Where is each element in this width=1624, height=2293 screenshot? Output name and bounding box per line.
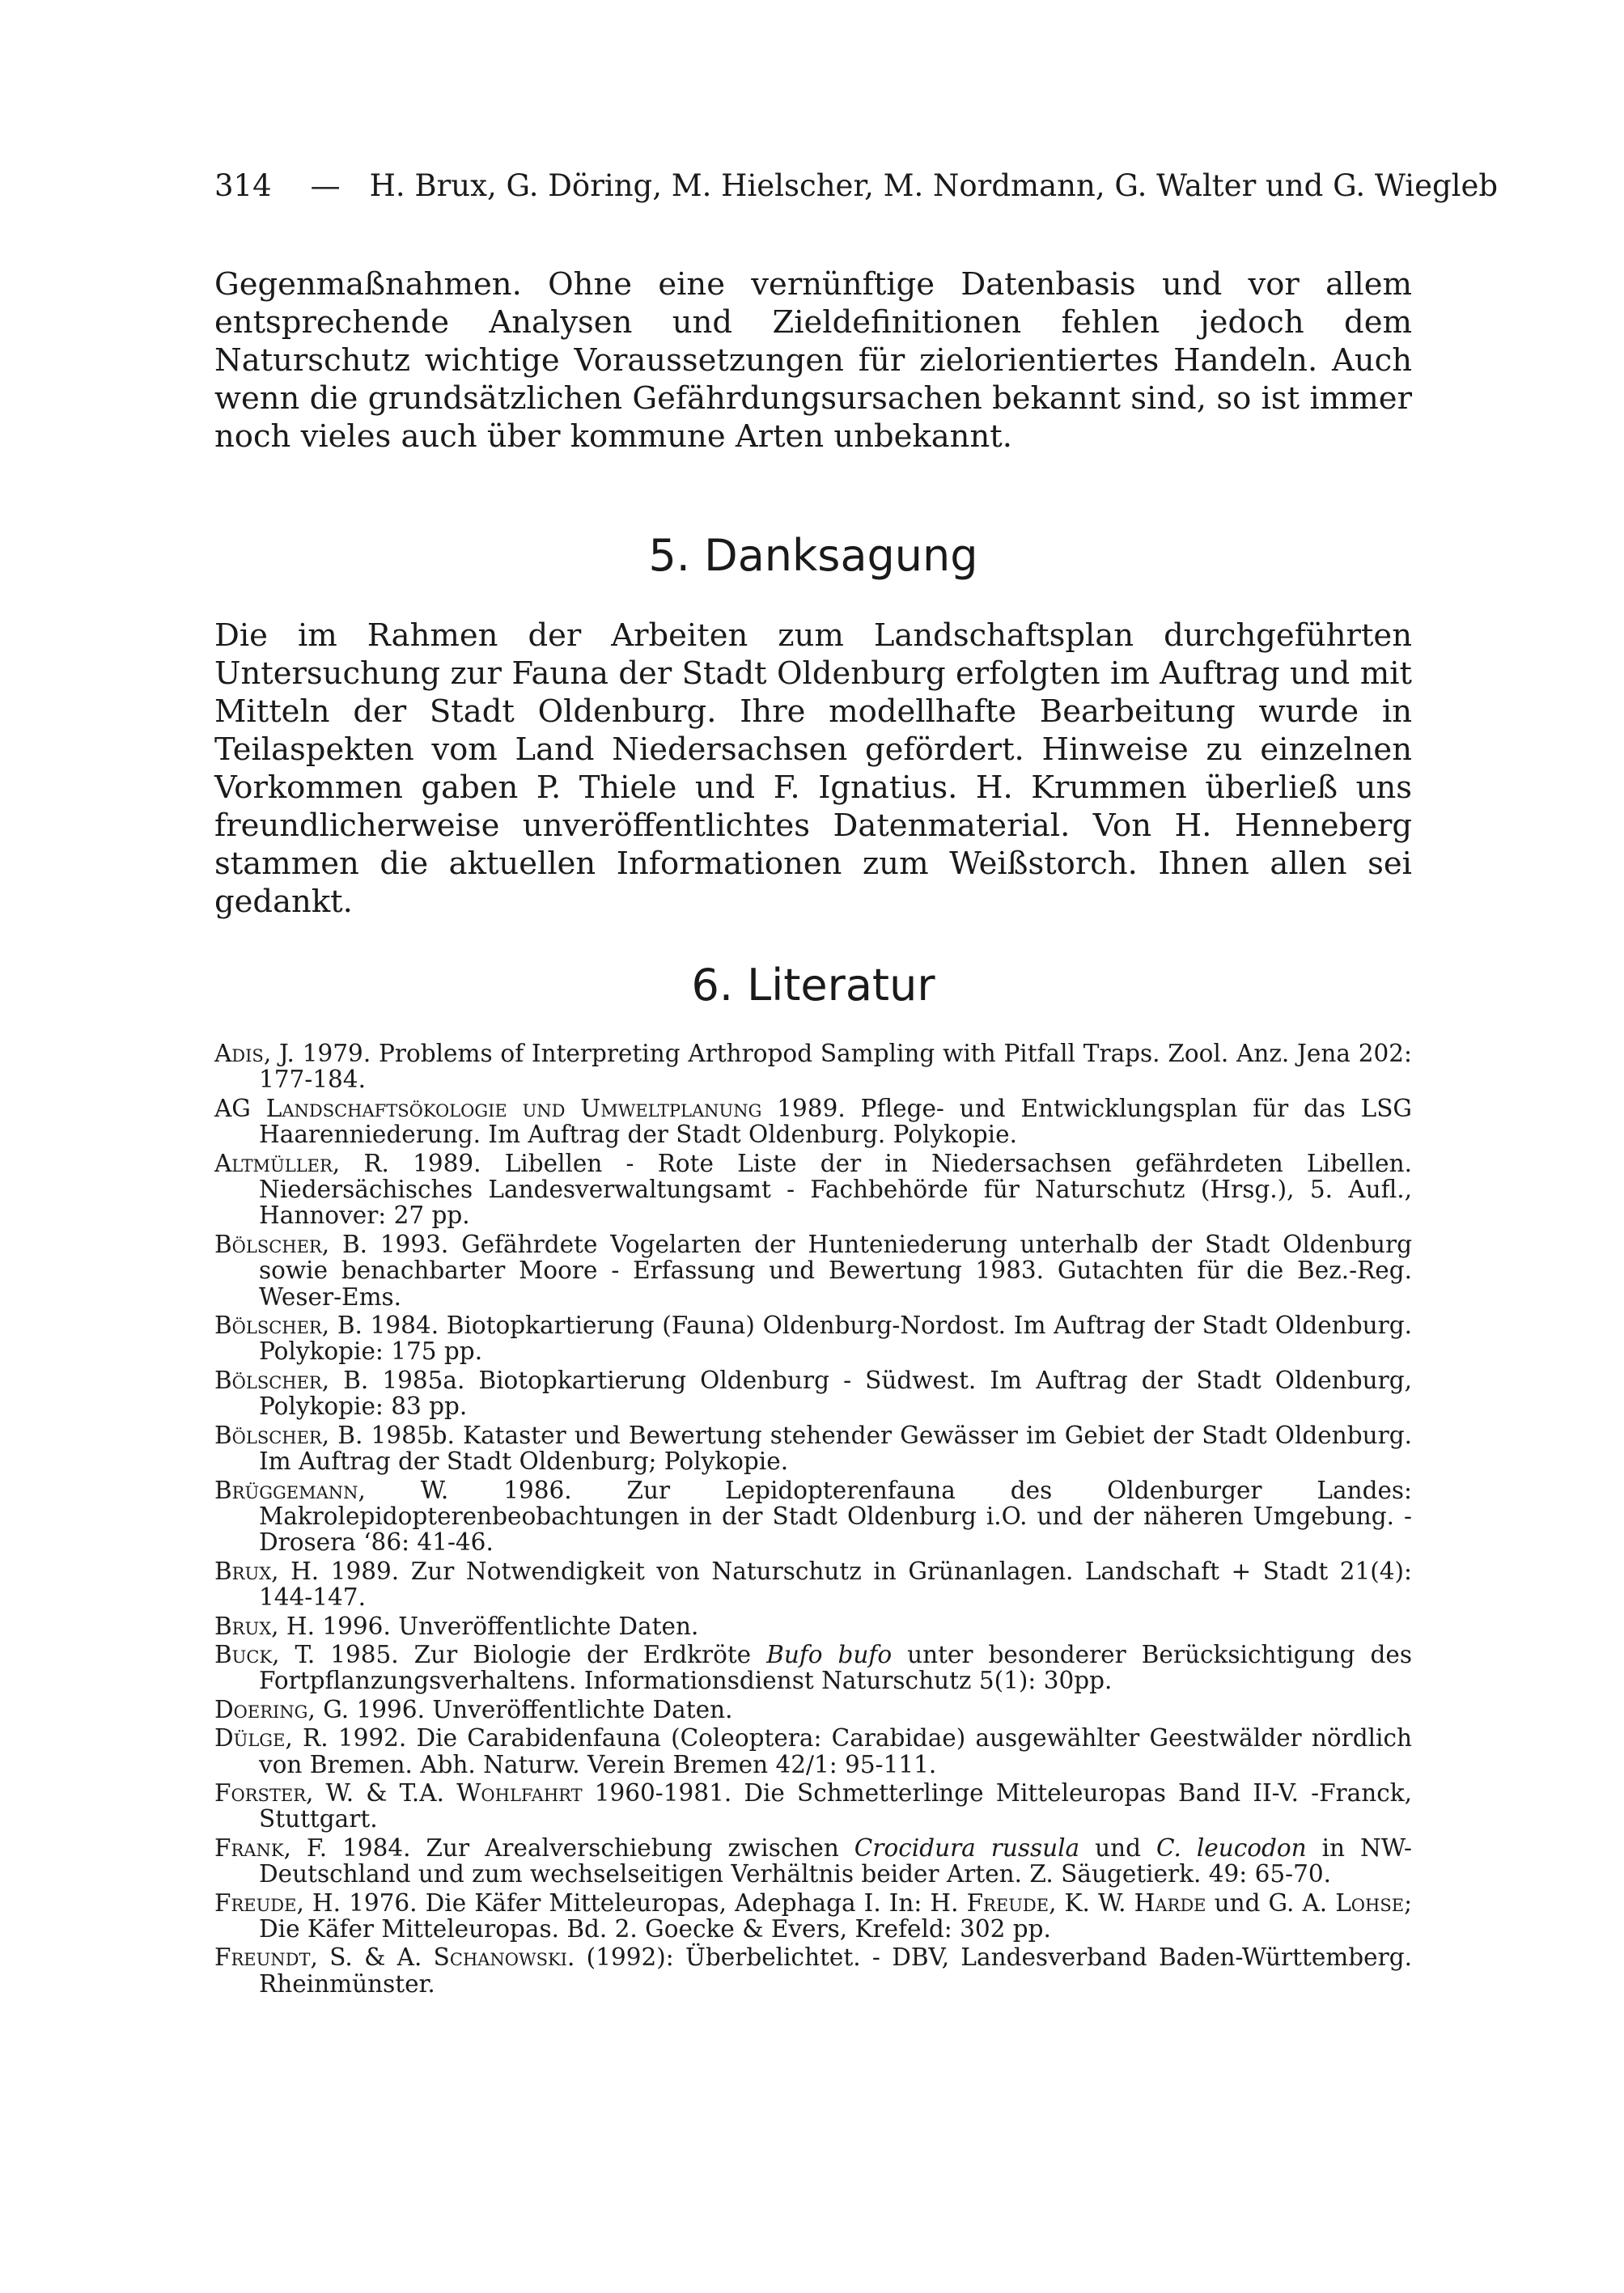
reference-item <box>214 1558 1412 1611</box>
reference-author: Bölscher <box>214 1312 322 1340</box>
reference-item <box>214 1096 1412 1148</box>
reference-coauthor: Schanowski <box>433 1943 567 1972</box>
reference-item <box>214 1835 1412 1888</box>
page-number: 314 <box>214 168 272 203</box>
reference-text: ; Die Käfer Mitteleuropas. Bd. 2. Goecke & Evers, Krefeld: 302 pp. <box>259 1888 1413 1943</box>
reference-author: Bölscher <box>214 1421 322 1449</box>
reference-text: , K. W. <box>1049 1888 1134 1917</box>
reference-text: , R. 1992. Die Carabidenfauna (Coleoptera: Carabidae) ausgewählter Geestwälder nördlich von Bremen. Abh. Naturw. Verein Bremen 42/1: 95-111. <box>259 1724 1412 1778</box>
reference-text: 1960-1981. Die Schmetterlinge Mitteleuropas Band II-V. -Franck, Stuttgart. <box>259 1778 1413 1833</box>
header-authors: H. Brux, G. Döring, M. Hielscher, M. Nordmann, G. Walter und G. Wiegleb <box>369 168 1499 203</box>
reference-author: Freude <box>214 1888 297 1917</box>
reference-text: , H. 1989. Zur Notwendigkeit von Naturschutz in Grünanlagen. Landschaft + Stadt 21(4): 144-147. <box>259 1557 1412 1612</box>
running-header <box>214 166 1499 206</box>
header-separator: — <box>310 168 341 203</box>
reference-text: , H. 1976. Die Käfer Mitteleuropas, Adephaga I. In: H. <box>296 1888 967 1917</box>
reference-author: Doering <box>214 1695 308 1723</box>
reference-text: . (1992): Überbelichtet. - DBV, Landesverband Baden-Württemberg. Rheinmünster. <box>259 1943 1412 1998</box>
reference-item <box>214 1697 1412 1723</box>
intro-paragraph: Gegenmaßnahmen. Ohne eine vernünftige Datenbasis und vor allem entsprechende Analysen und Zieldefinitionen fehlen jedoch dem Naturschutz wichtige Voraussetzungen für zielorientiertes Handeln. Auch wenn die grundsätzlichen Gefährdungsursachen bekannt sind, so ist immer noch vieles auch über kommune Arten unbekannt. <box>214 266 1412 455</box>
reference-author: Brüggemann <box>214 1476 358 1504</box>
reference-item <box>214 1642 1412 1694</box>
reference-text: , R. 1989. Libellen - Rote Liste der in Niedersachsen gefährdeten Libellen. Niedersächisches Landesverwaltungsamt - Fachbehörde für Naturschutz (Hrsg.), 5. Aufl., Hannover: 27 pp. <box>259 1149 1412 1230</box>
reference-text: in NW-Deutschland und zum wechselseitigen Verhältnis beider Arten. Z. Säugetierk. 49: 65-70. <box>259 1833 1412 1888</box>
reference-author: Adis <box>214 1040 264 1067</box>
reference-author: AG Landschaftsökologie und Umweltplanung <box>214 1094 762 1122</box>
reference-text: , S. & A. <box>310 1943 434 1972</box>
reference-author: Bölscher <box>214 1366 322 1394</box>
reference-text: , W. & T.A. <box>306 1778 457 1807</box>
reference-text: , W. 1986. Zur Lepidopterenfauna des Oldenburger Landes: Makrolepidopterenbeobachtungen in der Stadt Oldenburg i.O. und der näheren Umgebung. - Drosera ‘86: 41-46. <box>259 1476 1412 1557</box>
species-name: Crocidura russula <box>854 1833 1080 1862</box>
reference-coauthor: Freude <box>966 1888 1049 1917</box>
reference-author: Dülge <box>214 1724 286 1753</box>
reference-text: , B. 1993. Gefährdete Vogelarten der Hunteniederung unterhalb der Stadt Oldenburg sowie benachbarter Moore - Erfassung und Bewertung 1983. Gutachten für die Bez.-Reg. Weser-Ems. <box>259 1230 1412 1311</box>
section-heading-danksagung: 5. Danksagung <box>648 530 978 581</box>
reference-item <box>214 1231 1412 1310</box>
reference-item <box>214 1944 1412 1997</box>
reference-text: , H. 1996. Unveröffentlichte Daten. <box>271 1612 699 1640</box>
reference-item <box>214 1780 1412 1833</box>
reference-coauthor: Lohse <box>1335 1888 1405 1917</box>
reference-author: Frank <box>214 1833 284 1862</box>
section-heading-literatur: 6. Literatur <box>691 960 935 1011</box>
reference-author: Freundt <box>214 1943 311 1972</box>
reference-text: , J. 1979. Problems of Interpreting Arthropod Sampling with Pitfall Traps. Zool. Anz. Jena 202: 177-184. <box>259 1040 1412 1094</box>
reference-author: Forster <box>214 1778 307 1807</box>
reference-text: , T. 1985. Zur Biologie der Erdkröte <box>272 1640 767 1668</box>
reference-author: Brux <box>214 1557 272 1585</box>
species-name: C. leucodon <box>1155 1833 1307 1862</box>
reference-item <box>214 1613 1412 1639</box>
reference-text: und G. A. <box>1206 1888 1336 1917</box>
reference-item <box>214 1312 1412 1365</box>
reference-coauthor: Wohlfahrt <box>456 1778 583 1807</box>
reference-text: , F. 1984. Zur Arealverschiebung zwischen <box>283 1833 854 1862</box>
reference-list <box>214 1041 1412 1999</box>
reference-text: , B. 1985a. Biotopkartierung Oldenburg - Südwest. Im Auftrag der Stadt Oldenburg, Polykopie: 83 pp. <box>259 1366 1412 1421</box>
reference-text: und <box>1079 1833 1156 1862</box>
reference-text: , B. 1985b. Kataster und Bewertung stehender Gewässer im Gebiet der Stadt Oldenburg. Im Auftrag der Stadt Oldenburg; Polykopie. <box>259 1421 1412 1476</box>
reference-text: , G. 1996. Unveröffentlichte Daten. <box>307 1695 733 1723</box>
reference-author: Bölscher <box>214 1230 322 1258</box>
reference-coauthor: Harde <box>1134 1888 1206 1917</box>
reference-author: Brux <box>214 1612 272 1640</box>
reference-item <box>214 1477 1412 1556</box>
reference-item <box>214 1367 1412 1420</box>
reference-text: unter besonderer Berücksichtigung des Fortpflanzungsverhaltens. Informationsdienst Naturschutz 5(1): 30pp. <box>259 1640 1413 1695</box>
reference-author: Buck <box>214 1640 273 1668</box>
reference-text: , B. 1984. Biotopkartierung (Fauna) Oldenburg-Nordost. Im Auftrag der Stadt Oldenburg. Polykopie: 175 pp. <box>259 1312 1412 1366</box>
acknowledgements-paragraph: Die im Rahmen der Arbeiten zum Landschaftsplan durchgeführten Untersuchung zur Fauna der Stadt Oldenburg erfolgten im Auftrag und mit Mitteln der Stadt Oldenburg. Ihre modellhafte Bearbeitung wurde in Teilaspekten vom Land Niedersachsen gefördert. Hinweise zu einzelnen Vorkommen gaben P. Thiele und F. Ignatius. H. Krummen überließ uns freundlicherweise unveröffentlichtes Datenmaterial. Von H. Henneberg stammen die aktuellen Informationen zum Weißstorch. Ihnen allen sei gedankt. <box>214 617 1412 920</box>
reference-item <box>214 1422 1412 1475</box>
reference-text: 1989. Pflege- und Entwicklungsplan für das LSG Haarenniederung. Im Auftrag der Stadt Oldenburg. Polykopie. <box>259 1094 1412 1149</box>
species-name: Bufo bufo <box>766 1640 893 1668</box>
reference-item <box>214 1725 1412 1778</box>
reference-item <box>214 1151 1412 1229</box>
reference-item <box>214 1041 1412 1093</box>
reference-author: Altmüller <box>214 1149 333 1177</box>
reference-item <box>214 1890 1412 1943</box>
